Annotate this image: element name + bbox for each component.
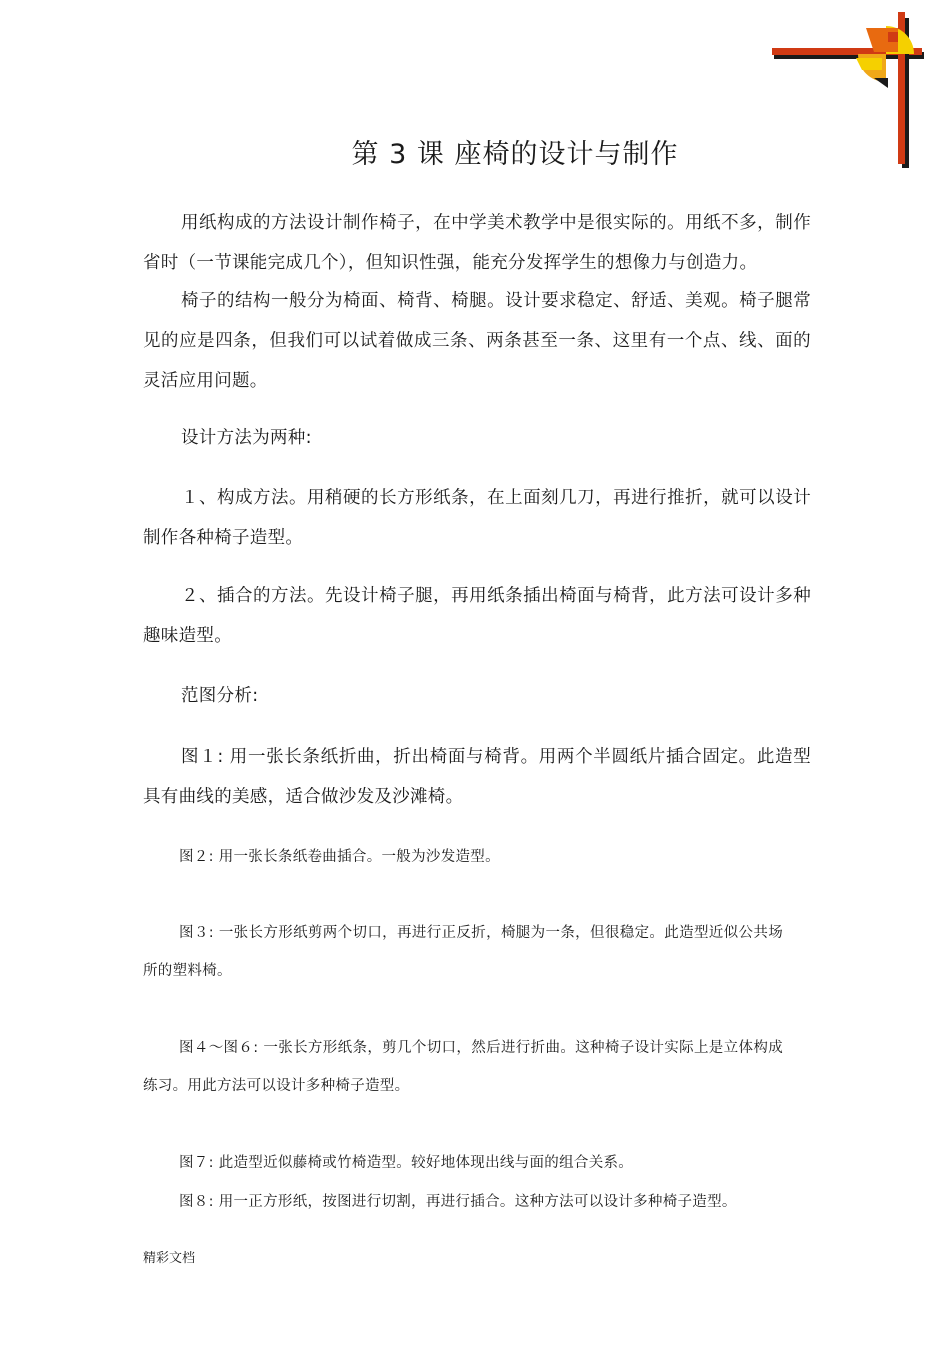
paragraph-intro: 用纸构成的方法设计制作椅子，在中学美术教学中是很实际的。用纸不多，制作省时（一节课能完成几个），但知识性强，能充分发挥学生的想像力与创造力。 <box>143 213 811 273</box>
paragraph-structure: 椅子的结构一般分为椅面、椅背、椅腿。设计要求稳定、舒适、美观。椅子腿常见的应是四条，但我们可以试着做成三条、两条甚至一条、这里有一个点、线、面的灵活应用问题。 <box>143 291 811 391</box>
paragraph-figure-2: 图２: 用一张长条纸卷曲插合。一般为沙发造型。 <box>179 849 500 865</box>
paragraph-figure-8: 图８: 用一正方形纸，按图进行切割，再进行插合。这种方法可以设计多种椅子造型。 <box>179 1194 737 1210</box>
paragraph-figure-1: 图１: 用一张长条纸折曲，折出椅面与椅背。用两个半圆纸片插合固定。此造型具有曲线的美感，适合做沙发及沙滩椅。 <box>143 747 811 807</box>
paragraph-method-1: １、构成方法。用稍硬的长方形纸条，在上面刻几刀，再进行推折，就可以设计制作各种椅子造型。 <box>143 488 811 548</box>
page-title: 第 3 课 座椅的设计与制作 <box>351 139 679 170</box>
paragraph-methods-heading: 设计方法为两种: <box>181 428 312 448</box>
paragraph-analysis-heading: 范图分析: <box>181 686 259 706</box>
paragraph-figure-4-6: 图４～图６: 一张长方形纸条，剪几个切口，然后进行折曲。这种椅子设计实际上是立体构成练习。用此方法可以设计多种椅子造型。 <box>143 1040 783 1094</box>
paragraph-figure-7: 图７: 此造型近似藤椅或竹椅造型。较好地体现出线与面的组合关系。 <box>179 1155 634 1171</box>
paragraph-figure-3: 图３: 一张长方形纸剪两个切口，再进行正反折，椅腿为一条，但很稳定。此造型近似公共场所的塑料椅。 <box>143 925 783 979</box>
page-footer: 精彩文档 <box>143 1251 196 1266</box>
paragraph-method-2: ２、插合的方法。先设计椅子腿，再用纸条插出椅面与椅背，此方法可设计多种趣味造型。 <box>143 586 811 646</box>
